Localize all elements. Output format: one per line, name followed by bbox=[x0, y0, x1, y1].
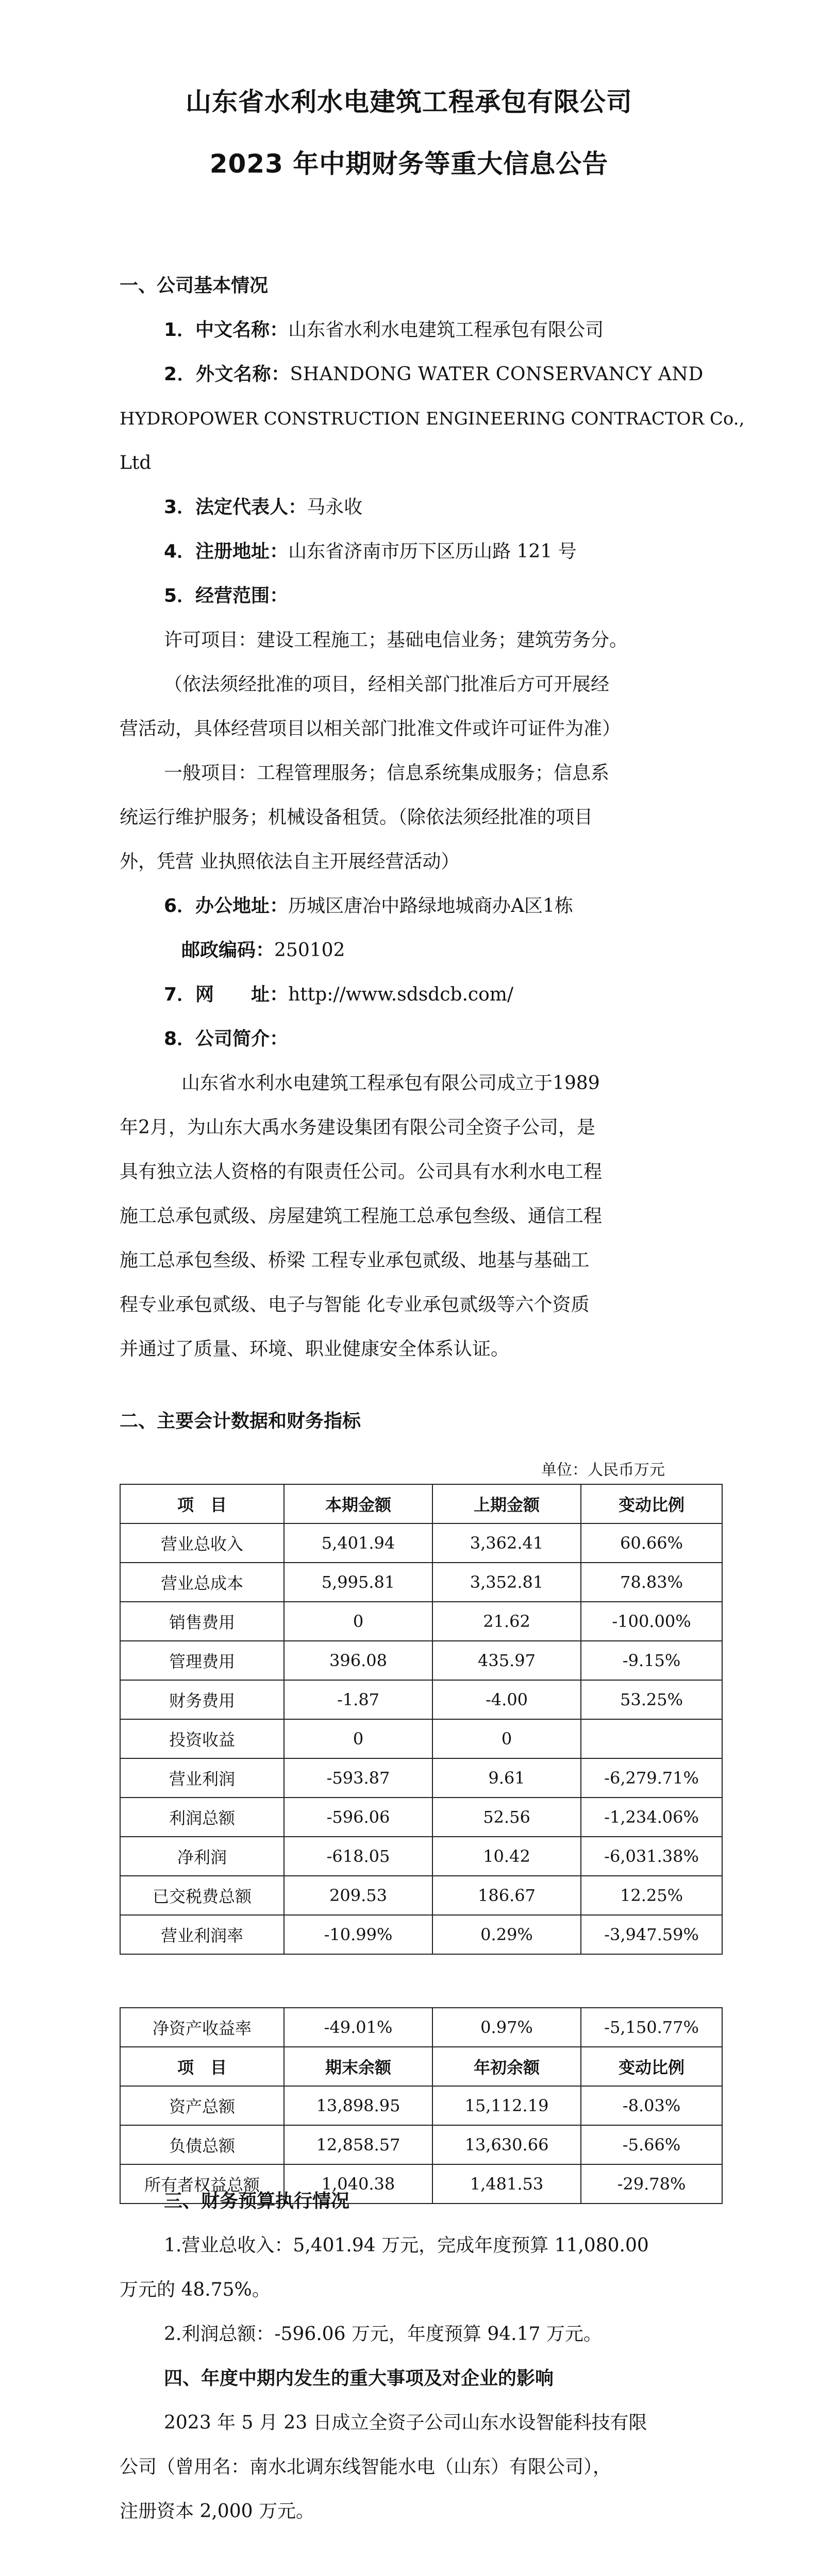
table-cell bbox=[581, 1719, 722, 1758]
table-row bbox=[120, 1523, 722, 1563]
table-cell: 209.53 bbox=[284, 1876, 432, 1915]
postal-code-label: 邮政编码： bbox=[181, 940, 275, 961]
section4-heading: 四、年度中期内发生的重大事项及对企业的影响 bbox=[164, 2368, 554, 2389]
postal-code-value: 250102 bbox=[274, 940, 345, 961]
business-scope-label: 5．经营范围： bbox=[164, 585, 289, 606]
section-budget bbox=[120, 2179, 699, 2357]
table-header-cell: 本期金额 bbox=[284, 1484, 432, 1523]
table-header-cell: 项 目 bbox=[120, 2047, 284, 2086]
row-label: 营业总收入 bbox=[120, 1523, 284, 1563]
event-line: 公司（曾用名：南水北调东线智能水电（山东）有限公司）， bbox=[120, 2456, 612, 2478]
table-cell: 5,401.94 bbox=[284, 1523, 432, 1563]
row-label: 销售费用 bbox=[120, 1602, 284, 1641]
row-label: 净利润 bbox=[120, 1837, 284, 1876]
table-cell: 21.62 bbox=[432, 1602, 581, 1641]
foreign-name-value-2: HYDROPOWER CONSTRUCTION ENGINEERING CONTRACTOR Co., bbox=[120, 409, 745, 429]
postal-code-row bbox=[120, 928, 699, 973]
scope-line: 一般项目：工程管理服务；信息系统集成服务；信息系 bbox=[164, 762, 610, 784]
intro-line: 程专业承包贰级、电子与智能 化专业承包贰级等六个资质 bbox=[120, 1294, 590, 1315]
document-title-line1: 山东省水利水电建筑工程承包有限公司 bbox=[186, 87, 632, 117]
table-header-cell: 上期金额 bbox=[432, 1484, 581, 1523]
foreign-name-row bbox=[120, 352, 704, 397]
table-header-cell: 项 目 bbox=[120, 1484, 284, 1523]
document-title-line2: 2023 年中期财务等重大信息公告 bbox=[209, 149, 609, 179]
row-label: 财务费用 bbox=[120, 1680, 284, 1719]
table-cell: 0 bbox=[284, 1719, 432, 1758]
table-cell: -49.01% bbox=[284, 2008, 432, 2047]
row-label: 负债总额 bbox=[120, 2125, 284, 2164]
row-label: 所有者权益总额 bbox=[120, 2164, 284, 2204]
row-label: 资产总额 bbox=[120, 2086, 284, 2125]
foreign-name-value-3: Ltd bbox=[120, 452, 152, 473]
table-row bbox=[120, 2086, 722, 2125]
table-cell: -6,279.71% bbox=[581, 1758, 722, 1798]
table-cell: -8.03% bbox=[581, 2086, 722, 2125]
table-cell: -593.87 bbox=[284, 1758, 432, 1798]
table-cell: 0 bbox=[284, 1602, 432, 1641]
budget-line: 2.利润总额：-596.06 万元，年度预算 94.17 万元。 bbox=[164, 2324, 602, 2345]
table-cell: 13,630.66 bbox=[432, 2125, 581, 2164]
table-cell: -618.05 bbox=[284, 1837, 432, 1876]
row-label: 管理费用 bbox=[120, 1641, 284, 1680]
intro-line: 施工总承包贰级、房屋建筑工程施工总承包叁级、通信工程 bbox=[120, 1206, 603, 1227]
table-cell: -10.99% bbox=[284, 1915, 432, 1954]
legal-rep-label: 3．法定代表人： bbox=[164, 497, 307, 518]
row-label: 利润总额 bbox=[120, 1798, 284, 1837]
table-cell: -5,150.77% bbox=[581, 2008, 722, 2047]
section1-heading: 一、公司基本情况 bbox=[120, 275, 269, 296]
table-cell: 0 bbox=[432, 1719, 581, 1758]
row-label: 营业总成本 bbox=[120, 1563, 284, 1602]
intro-line: 具有独立法人资格的有限责任公司。公司具有水利水电工程 bbox=[120, 1161, 603, 1182]
intro-line: 并通过了质量、环境、职业健康安全体系认证。 bbox=[120, 1338, 510, 1360]
event-line: 注册资本 2,000 万元。 bbox=[120, 2501, 314, 2522]
section2-heading: 二、主要会计数据和财务指标 bbox=[120, 1411, 361, 1432]
table-cell: 1,481.53 bbox=[432, 2164, 581, 2204]
table-cell: 52.56 bbox=[432, 1798, 581, 1837]
section-major-events bbox=[120, 2357, 699, 2534]
table-row bbox=[120, 2125, 722, 2164]
intro-line: 山东省水利水电建筑工程承包有限公司成立于1989 bbox=[181, 1073, 600, 1094]
company-intro-label: 8．公司简介： bbox=[164, 1028, 289, 1049]
table-row bbox=[120, 1758, 722, 1798]
table-cell: 13,898.95 bbox=[284, 2086, 432, 2125]
row-label: 营业利润 bbox=[120, 1758, 284, 1798]
table-cell: -1,234.06% bbox=[581, 1798, 722, 1837]
office-address-value: 历城区唐冶中路绿地城商办A区1栋 bbox=[288, 895, 573, 917]
row-label: 营业利润率 bbox=[120, 1915, 284, 1954]
registered-address-value: 山东省济南市历下区历山路 121 号 bbox=[288, 541, 577, 562]
table-cell: -3,947.59% bbox=[581, 1915, 722, 1954]
budget-line: 万元的 48.75%。 bbox=[120, 2279, 271, 2300]
currency-unit: 单位：人民币万元 bbox=[541, 1461, 665, 1479]
table-row bbox=[120, 2008, 722, 2047]
table-cell: 78.83% bbox=[581, 1563, 722, 1602]
table-row bbox=[120, 1837, 722, 1876]
table-cell: 1,040.38 bbox=[284, 2164, 432, 2204]
scope-line: 许可项目：建设工程施工；基础电信业务；建筑劳务分。 bbox=[164, 630, 628, 651]
table-cell: -4.00 bbox=[432, 1680, 581, 1719]
financial-table-2 bbox=[120, 2007, 723, 2204]
table-cell: -5.66% bbox=[581, 2125, 722, 2164]
table-cell: 5,995.81 bbox=[284, 1563, 432, 1602]
table-cell: 12.25% bbox=[581, 1876, 722, 1915]
section-company-info bbox=[120, 264, 745, 1371]
table-cell: 396.08 bbox=[284, 1641, 432, 1680]
table-cell: 9.61 bbox=[432, 1758, 581, 1798]
legal-rep-row bbox=[120, 485, 699, 530]
chinese-name-row bbox=[120, 308, 699, 352]
table-header-row bbox=[120, 1484, 722, 1523]
table-header-cell: 期末余额 bbox=[284, 2047, 432, 2086]
table-row bbox=[120, 1798, 722, 1837]
table-cell: 3,362.41 bbox=[432, 1523, 581, 1563]
foreign-name-label: 2．外文名称： bbox=[164, 364, 290, 385]
section3-heading: 三、财务预算执行情况 bbox=[164, 2191, 350, 2212]
website-value: http://www.sdsdcb.com/ bbox=[288, 984, 514, 1005]
table-cell: 0.29% bbox=[432, 1915, 581, 1954]
scope-line: 外，凭营 业执照依法自主开展经营活动） bbox=[120, 851, 460, 872]
scope-line: 统运行维护服务；机械设备租赁。（除依法须经批准的项目 bbox=[120, 807, 593, 828]
table-cell: -9.15% bbox=[581, 1641, 722, 1680]
table-cell: -596.06 bbox=[284, 1798, 432, 1837]
row-label: 已交税费总额 bbox=[120, 1876, 284, 1915]
table-header-cell: 年初余额 bbox=[432, 2047, 581, 2086]
table-row bbox=[120, 1641, 722, 1680]
office-address-row bbox=[120, 884, 699, 928]
chinese-name-label: 1．中文名称： bbox=[164, 319, 289, 341]
scope-line: （依法须经批准的项目，经相关部门批准后方可开展经 bbox=[164, 674, 610, 695]
table-cell: -6,031.38% bbox=[581, 1837, 722, 1876]
intro-line: 年2月，为山东大禹水务建设集团有限公司全资子公司，是 bbox=[120, 1117, 595, 1138]
business-scope-row bbox=[120, 574, 699, 618]
table-cell: 435.97 bbox=[432, 1641, 581, 1680]
event-line: 2023 年 5 月 23 日成立全资子公司山东水设智能科技有限 bbox=[164, 2412, 647, 2433]
table-header-cell: 变动比例 bbox=[581, 2047, 722, 2086]
table-row bbox=[120, 1602, 722, 1641]
table-cell: 3,352.81 bbox=[432, 1563, 581, 1602]
legal-rep-value: 马永收 bbox=[307, 497, 363, 518]
financial-table-1 bbox=[120, 1484, 723, 1955]
budget-line: 1.营业总收入：5,401.94 万元，完成年度预算 11,080.00 bbox=[164, 2235, 649, 2256]
table-header-cell: 变动比例 bbox=[581, 1484, 722, 1523]
registered-address-label: 4．注册地址： bbox=[164, 541, 289, 562]
office-address-label: 6．办公地址： bbox=[164, 895, 289, 917]
table-cell: 53.25% bbox=[581, 1680, 722, 1719]
website-label: 7．网 址： bbox=[164, 984, 289, 1005]
chinese-name-value: 山东省水利水电建筑工程承包有限公司 bbox=[288, 319, 604, 341]
scope-line: 营活动，具体经营项目以相关部门批准文件或许可证件为准） bbox=[120, 718, 621, 739]
row-label: 净资产收益率 bbox=[120, 2008, 284, 2047]
intro-line: 施工总承包叁级、桥梁 工程专业承包贰级、地基与基础工 bbox=[120, 1250, 590, 1271]
table-row bbox=[120, 1719, 722, 1758]
table-cell: -1.87 bbox=[284, 1680, 432, 1719]
table-cell: -100.00% bbox=[581, 1602, 722, 1641]
table-cell: 186.67 bbox=[432, 1876, 581, 1915]
table-cell: 0.97% bbox=[432, 2008, 581, 2047]
table-cell: 60.66% bbox=[581, 1523, 722, 1563]
table-row bbox=[120, 1876, 722, 1915]
table-row bbox=[120, 1680, 722, 1719]
registered-address-row bbox=[120, 530, 699, 574]
table-cell: 10.42 bbox=[432, 1837, 581, 1876]
table-row bbox=[120, 1915, 722, 1954]
foreign-name-value-1: SHANDONG WATER CONSERVANCY AND bbox=[290, 364, 704, 385]
table-cell: 15,112.19 bbox=[432, 2086, 581, 2125]
table-cell: -29.78% bbox=[581, 2164, 722, 2204]
row-label: 投资收益 bbox=[120, 1719, 284, 1758]
table-cell: 12,858.57 bbox=[284, 2125, 432, 2164]
table-header-row bbox=[120, 2047, 722, 2086]
website-row bbox=[120, 973, 699, 1017]
table-row bbox=[120, 1563, 722, 1602]
